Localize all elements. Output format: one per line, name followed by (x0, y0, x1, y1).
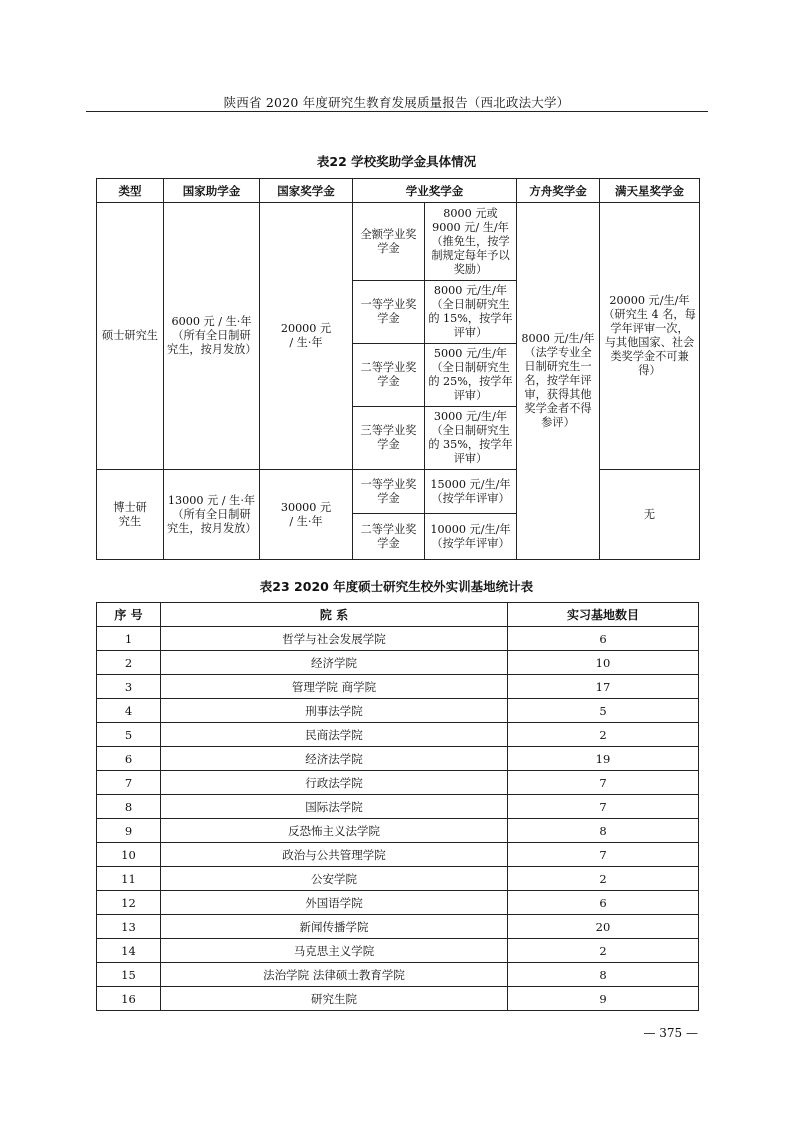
row-base-count: 7 (508, 795, 699, 819)
table-row (97, 963, 699, 987)
row-base-count: 2 (508, 867, 699, 891)
row-index: 12 (97, 891, 161, 915)
doctor-grant-cell: 13000 元 / 生·年（所有全日制研究生，按月发放） (164, 470, 260, 560)
row-base-count: 7 (508, 771, 699, 795)
academic-level-cell: 全额学业奖学金 (353, 203, 425, 281)
row-department: 反恐怖主义法学院 (161, 819, 508, 843)
row-index: 11 (97, 867, 161, 891)
table22-caption: 表22 学校奖助学金具体情况 (316, 154, 477, 169)
row-base-count: 2 (508, 723, 699, 747)
row-index: 3 (97, 675, 161, 699)
row-index: 14 (97, 939, 161, 963)
row-department: 研究生院 (161, 987, 508, 1011)
row-index: 9 (97, 819, 161, 843)
row-index: 13 (97, 915, 161, 939)
col-header-national-scholarship: 国家奖学金 (260, 179, 353, 203)
row-index: 8 (97, 795, 161, 819)
row-index: 6 (97, 747, 161, 771)
table-row (97, 867, 699, 891)
row-department: 马克思主义学院 (161, 939, 508, 963)
table-row (97, 699, 699, 723)
row-index: 1 (97, 627, 161, 651)
academic-level-cell: 二等学业奖学金 (353, 344, 425, 407)
row-department: 政治与公共管理学院 (161, 843, 508, 867)
academic-level-cell: 一等学业奖学金 (353, 281, 425, 344)
academic-level-cell: 三等学业奖学金 (353, 407, 425, 470)
row-department: 行政法学院 (161, 771, 508, 795)
row-base-count: 6 (508, 627, 699, 651)
row-base-count: 10 (508, 651, 699, 675)
row-base-count: 2 (508, 939, 699, 963)
row-index: 2 (97, 651, 161, 675)
table23-header-row (97, 603, 699, 627)
table-row (97, 891, 699, 915)
academic-amount-cell: 5000 元/生/年（全日制研究生的 25%，按学年评审） (425, 344, 517, 407)
table-row (97, 771, 699, 795)
row-base-count: 7 (508, 843, 699, 867)
academic-level-cell: 二等学业奖学金 (353, 514, 425, 560)
master-type-cell: 硕士研究生 (97, 203, 164, 470)
row-department: 管理学院 商学院 (161, 675, 508, 699)
row-department: 新闻传播学院 (161, 915, 508, 939)
row-base-count: 20 (508, 915, 699, 939)
table-row (97, 939, 699, 963)
row-base-count: 8 (508, 819, 699, 843)
row-department: 外国语学院 (161, 891, 508, 915)
scholarship-table (96, 178, 700, 560)
row-index: 16 (97, 987, 161, 1011)
table-row (97, 651, 699, 675)
academic-amount-cell: 3000 元/生/年（全日制研究生的 35%，按学年评审） (425, 407, 517, 470)
academic-amount-cell: 15000 元/生/年（按学年评审） (425, 470, 517, 514)
master-mantianxing-cell: 20000 元/生/年（研究生 4 名，每学年评审一次， 与其他国家、社会类奖学金不可兼得） (600, 203, 700, 470)
training-base-table (96, 602, 699, 1011)
row-department: 经济学院 (161, 651, 508, 675)
table-row (97, 843, 699, 867)
col-header-national-grant: 国家助学金 (164, 179, 260, 203)
page-number: — 375 — (643, 1026, 698, 1040)
table-row (97, 819, 699, 843)
academic-amount-cell: 8000 元/生/年（全日制研究生的 15%，按学年评审） (425, 281, 517, 344)
doctor-type-cell: 博士研究生 (97, 470, 164, 560)
row-base-count: 5 (508, 699, 699, 723)
table-row (97, 747, 699, 771)
col-header-fangzhou: 方舟奖学金 (517, 179, 600, 203)
row-base-count: 9 (508, 987, 699, 1011)
row-department: 公安学院 (161, 867, 508, 891)
row-index: 7 (97, 771, 161, 795)
row-index: 5 (97, 723, 161, 747)
page-header-title: 陕西省 2020 年度研究生教育发展质量报告（西北政法大学） (223, 95, 570, 110)
col-header-type: 类型 (97, 179, 164, 203)
col-header-mantianxing: 满天星奖学金 (600, 179, 700, 203)
col-header-base-count: 实习基地数目 (508, 603, 699, 627)
row-index: 4 (97, 699, 161, 723)
header-divider (86, 111, 708, 112)
row-base-count: 8 (508, 963, 699, 987)
table-row (97, 723, 699, 747)
master-row-full (97, 203, 700, 281)
academic-level-cell: 一等学业奖学金 (353, 470, 425, 514)
row-base-count: 19 (508, 747, 699, 771)
row-base-count: 17 (508, 675, 699, 699)
row-base-count: 6 (508, 891, 699, 915)
table-row (97, 987, 699, 1011)
col-header-department: 院 系 (161, 603, 508, 627)
col-header-academic-scholarship: 学业奖学金 (353, 179, 517, 203)
row-department: 民商法学院 (161, 723, 508, 747)
doctor-mantianxing-cell: 无 (600, 470, 700, 560)
table-row (97, 675, 699, 699)
row-department: 法治学院 法律硕士教育学院 (161, 963, 508, 987)
table22-header-row (97, 179, 700, 203)
academic-amount-cell: 8000 元或 9000 元/ 生/年（推免生，按学制规定每年予以奖励） (425, 203, 517, 281)
row-department: 哲学与社会发展学院 (161, 627, 508, 651)
table-row (97, 627, 699, 651)
table23-caption: 表23 2020 年度硕士研究生校外实训基地统计表 (259, 579, 534, 594)
doctor-row-first (97, 470, 700, 514)
row-department: 经济法学院 (161, 747, 508, 771)
academic-amount-cell: 10000 元/生/年（按学年评审） (425, 514, 517, 560)
master-national-cell: 20000 元 / 生·年 (260, 203, 353, 470)
table-row (97, 915, 699, 939)
row-index: 10 (97, 843, 161, 867)
col-header-index: 序 号 (97, 603, 161, 627)
row-index: 15 (97, 963, 161, 987)
row-department: 刑事法学院 (161, 699, 508, 723)
row-department: 国际法学院 (161, 795, 508, 819)
table-row (97, 795, 699, 819)
doctor-national-cell: 30000 元 / 生·年 (260, 470, 353, 560)
fangzhou-cell: 8000 元/生/年（法学专业全日制研究生一名，按学年评审，获得其他奖学金者不得参评） (517, 203, 600, 560)
master-grant-cell: 6000 元 / 生·年（所有全日制研究生，按月发放） (164, 203, 260, 470)
